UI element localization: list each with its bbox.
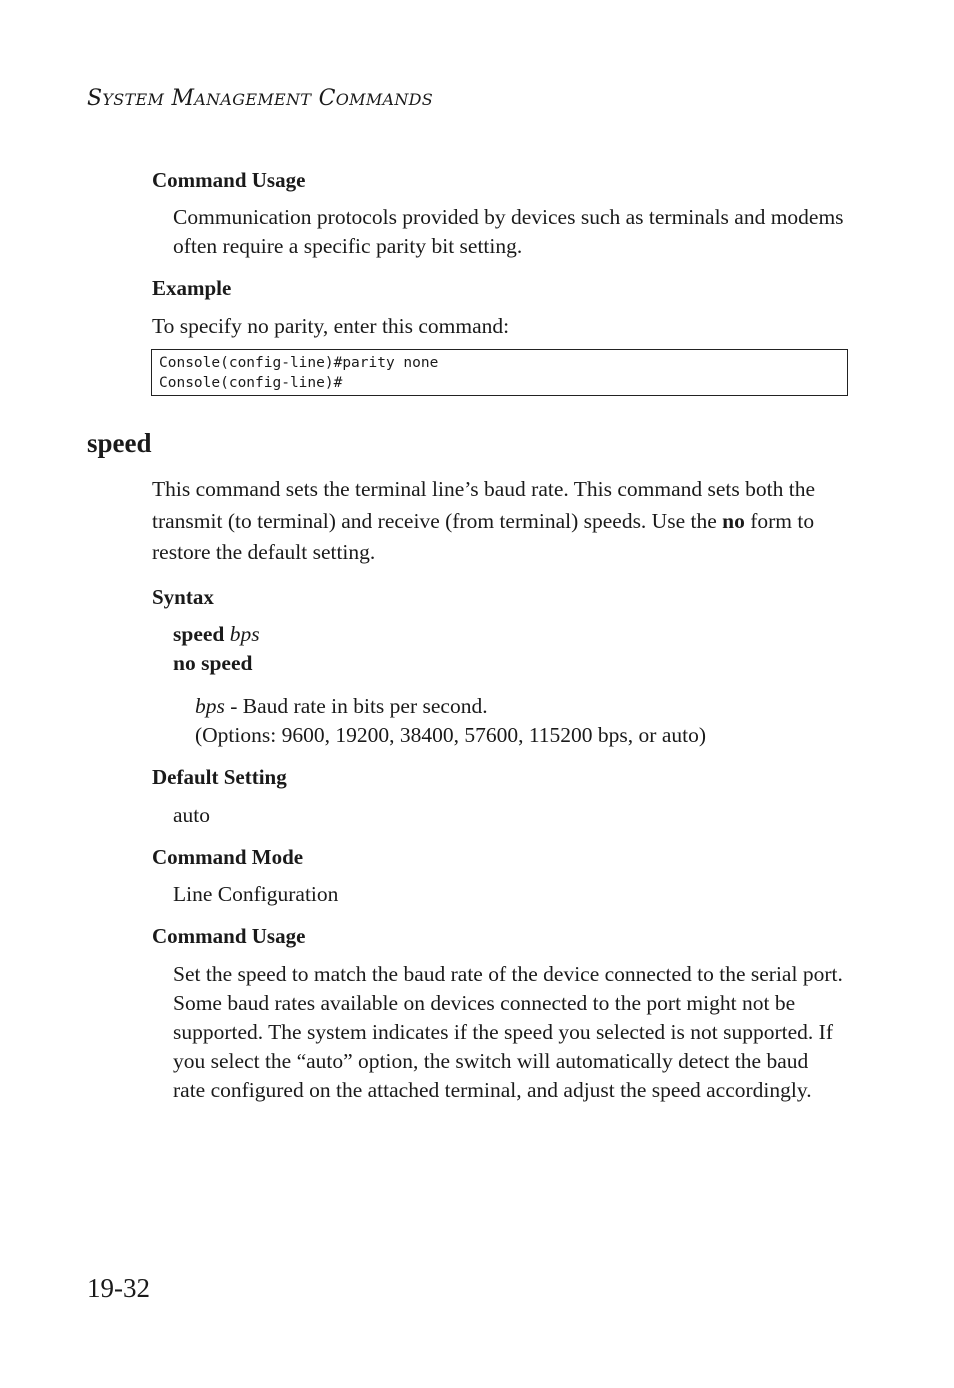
running-head <box>87 86 433 111</box>
section-description <box>152 474 846 569</box>
mode-value: Line Configuration <box>173 882 339 906</box>
usage-text: Communication protocols provided by devices such as terminals and modems often require a specific parity bit setting. <box>173 205 844 258</box>
running-head-rest: YSTEM <box>102 90 165 109</box>
running-head-cap: C <box>318 86 336 111</box>
section-title: speed <box>87 428 152 458</box>
description-text: This command sets the terminal line’s baud rate. This command sets both the transmit (to terminal) and receive (from terminal) speeds. Use the <box>152 477 815 533</box>
parameter-name: bps <box>195 694 225 718</box>
running-head-rest: ANAGEMENT <box>194 90 312 109</box>
parameter-description <box>195 692 488 721</box>
description-keyword: no <box>722 508 745 533</box>
mode-heading: Command Mode <box>152 845 304 869</box>
example-heading: Example <box>152 276 232 300</box>
default-heading: Default Setting <box>152 765 287 789</box>
parameter-text: - Baud rate in bits per second. <box>224 694 488 718</box>
running-head-cap: S <box>87 86 103 111</box>
syntax-no-line <box>173 649 252 678</box>
description-text: form to restore the default setting. <box>152 508 815 564</box>
running-head-rest: OMMANDS <box>335 90 434 109</box>
default-value: auto <box>173 803 211 827</box>
usage-text: Set the speed to match the baud rate of the device connected to the serial port. Some baud rates available on devices connected to the port might not be supported. The system indicates if the speed you selected is not supported. If you select the “auto” option, the switch will automatically detect the baud rate configured on the attached terminal, and adjust the speed accordingly. <box>173 962 843 1102</box>
code-line: Console(config-line)# <box>159 375 343 391</box>
code-line: Console(config-line)#parity none <box>159 355 439 371</box>
syntax-parameter: bps <box>229 622 260 646</box>
example-intro: To specify no parity, enter this command: <box>152 314 510 338</box>
running-head-cap: M <box>171 86 195 111</box>
code-example <box>151 349 848 396</box>
syntax-no-command: no speed <box>173 651 253 675</box>
usage-heading: Command Usage <box>152 924 306 948</box>
parameter-options: (Options: 9600, 19200, 38400, 57600, 115200 bps, or auto) <box>195 723 707 747</box>
syntax-heading: Syntax <box>152 585 214 609</box>
page-number: 19-32 <box>87 1273 150 1303</box>
usage-heading: Command Usage <box>152 168 306 192</box>
syntax-command: speed <box>173 622 225 646</box>
syntax-line <box>173 620 260 649</box>
